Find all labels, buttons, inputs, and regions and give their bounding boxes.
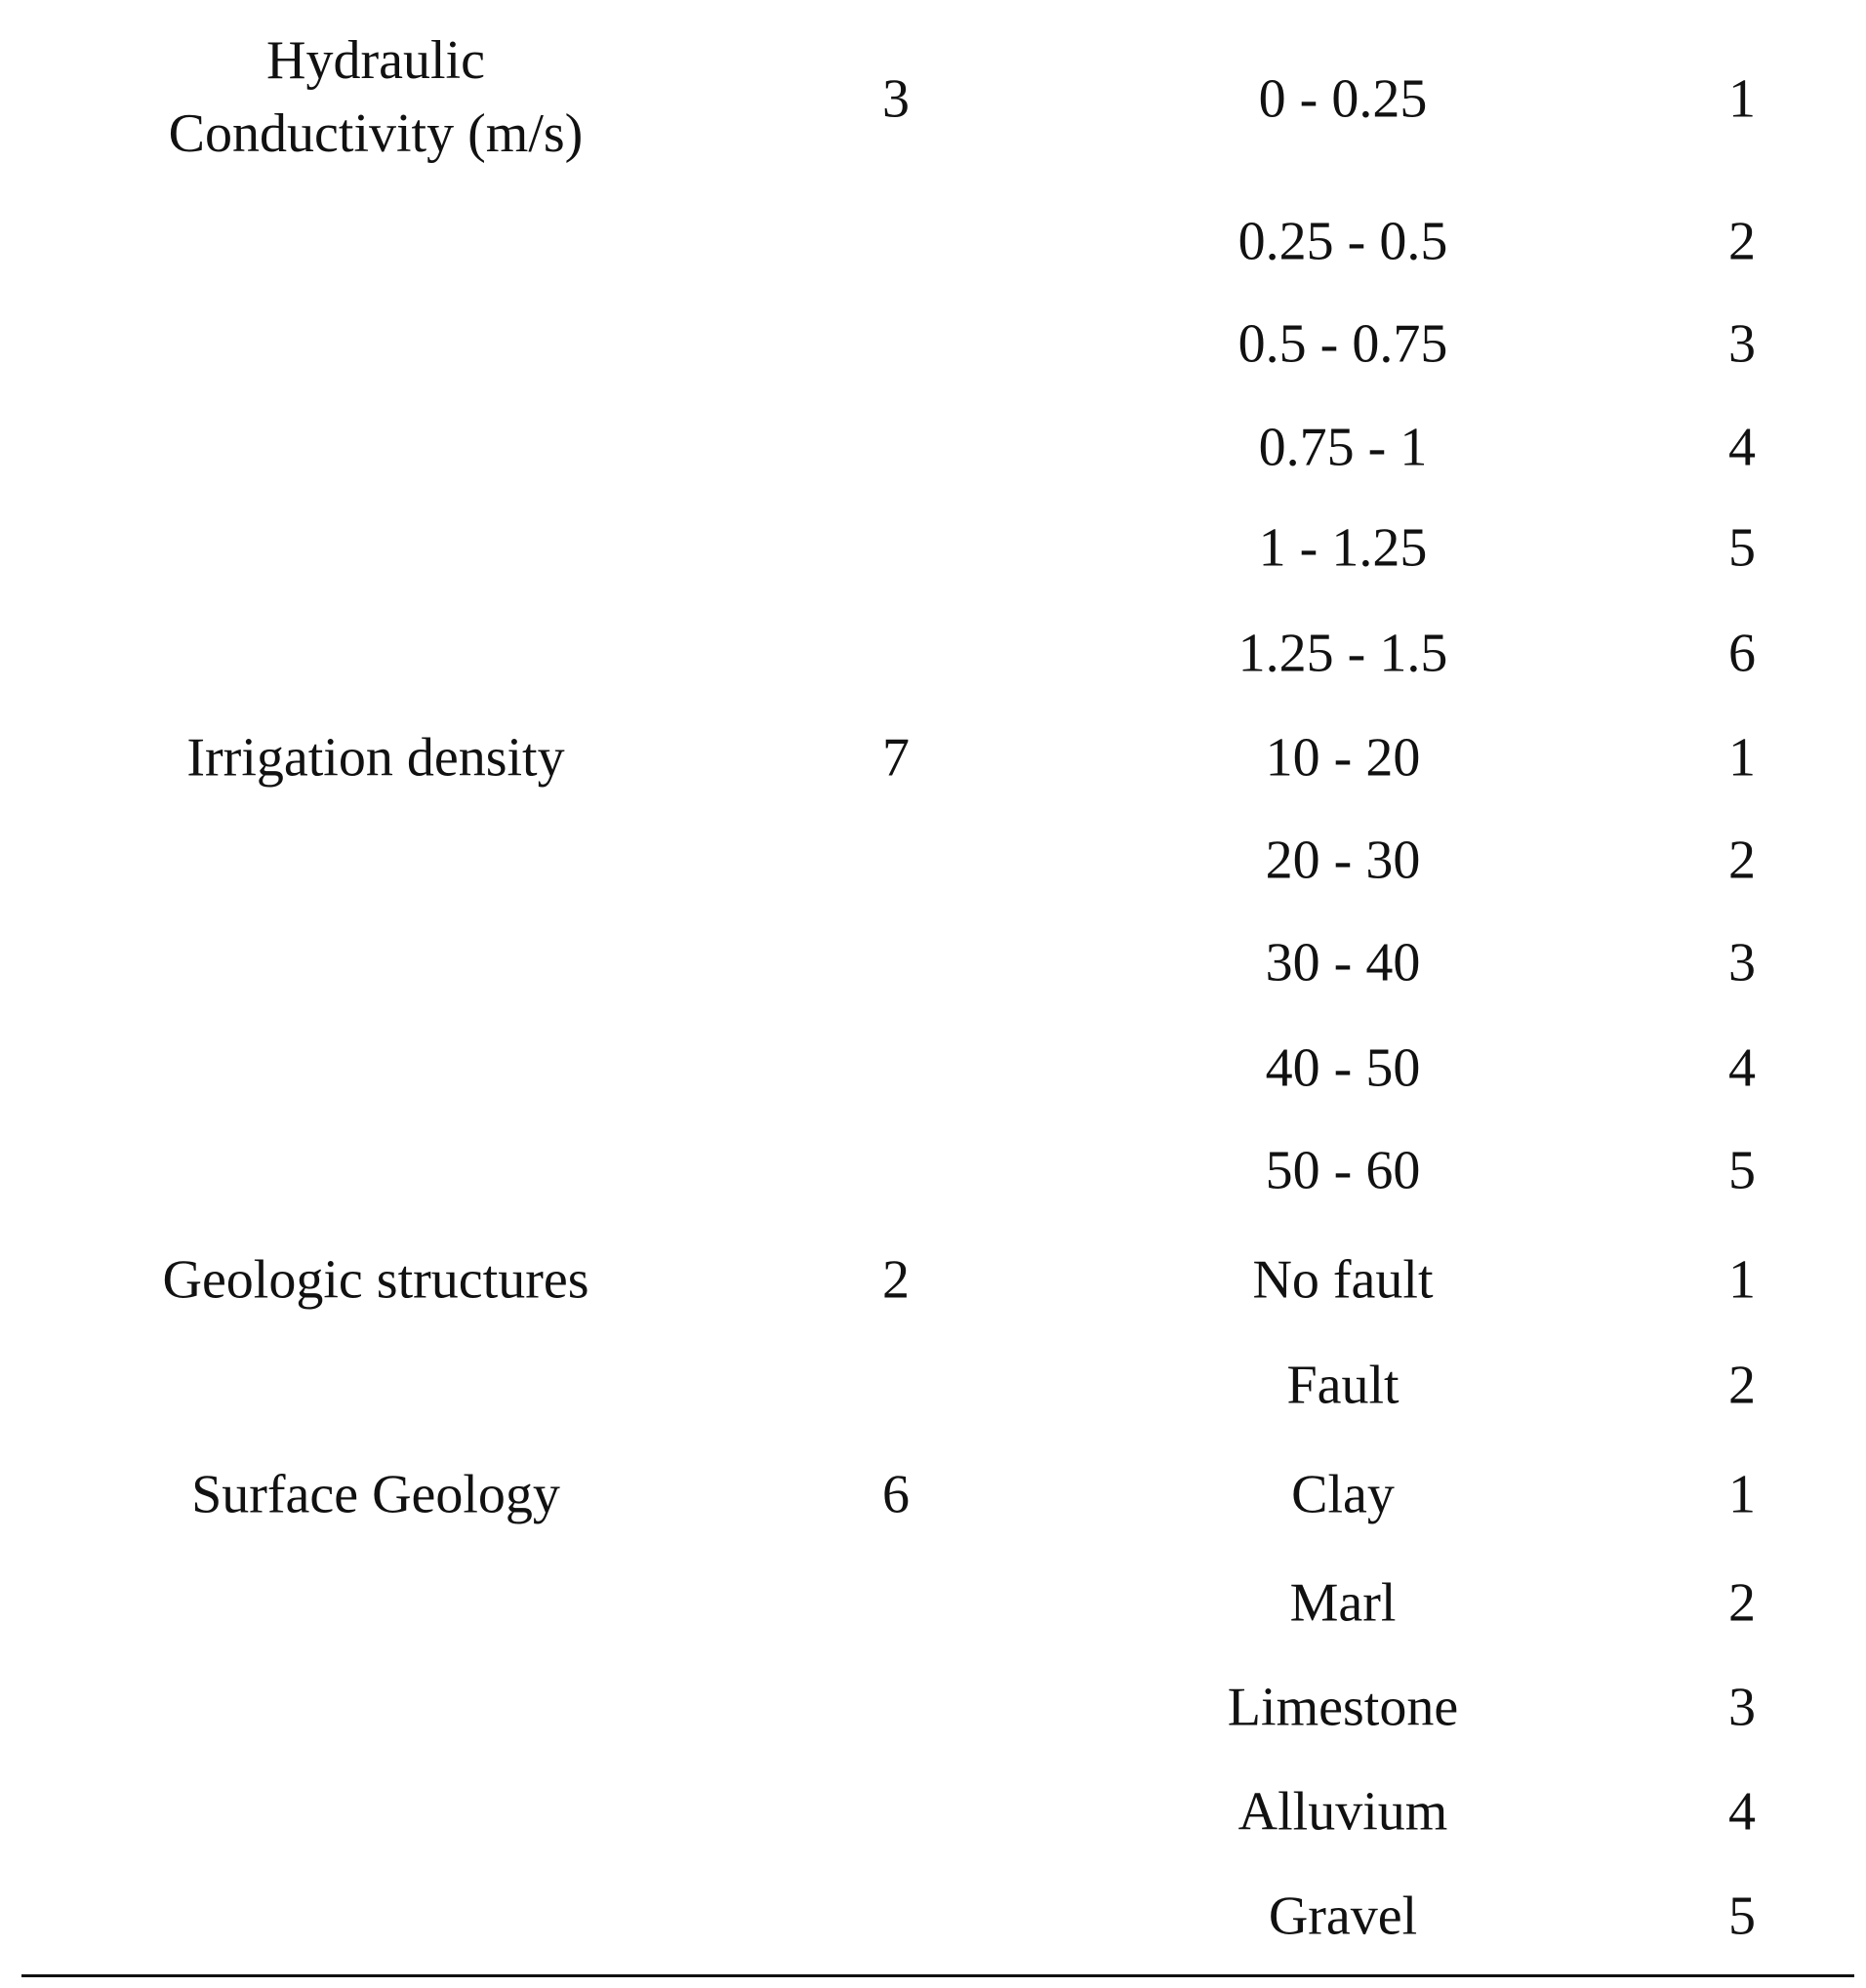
class-range-cell: Marl [1289, 1572, 1397, 1634]
rating-cell: 4 [1728, 417, 1756, 478]
rating-cell: 2 [1728, 1572, 1756, 1634]
class-range-cell: 50 - 60 [1265, 1140, 1421, 1201]
parameter-name-line: Hydraulic [266, 30, 485, 91]
class-range-cell: 10 - 20 [1265, 727, 1421, 789]
rating-cell: 5 [1728, 1140, 1756, 1201]
class-range-cell: 0 - 0.25 [1258, 68, 1428, 130]
class-range-cell: Fault [1286, 1355, 1400, 1416]
rating-cell: 3 [1728, 1677, 1756, 1738]
class-range-cell: No fault [1252, 1249, 1434, 1311]
rating-cell: 5 [1728, 1886, 1756, 1947]
rating-cell: 1 [1728, 1249, 1756, 1311]
rating-cell: 6 [1728, 623, 1756, 684]
class-range-cell: Alluvium [1237, 1781, 1448, 1843]
class-range-cell: Clay [1291, 1464, 1395, 1525]
class-range-cell: Gravel [1268, 1886, 1418, 1947]
rating-cell: 5 [1728, 517, 1756, 579]
class-range-cell: 40 - 50 [1265, 1037, 1421, 1099]
class-range-cell: 20 - 30 [1265, 830, 1421, 891]
rating-cell: 3 [1728, 932, 1756, 994]
weight-cell: 7 [882, 727, 910, 789]
class-range-cell: 1.25 - 1.5 [1237, 623, 1448, 684]
weight-cell: 2 [882, 1249, 910, 1311]
rating-cell: 4 [1728, 1037, 1756, 1099]
class-range-cell: 0.5 - 0.75 [1237, 313, 1448, 375]
rating-cell: 1 [1728, 68, 1756, 130]
table-bottom-rule [21, 1974, 1854, 1977]
weight-cell: 3 [882, 68, 910, 130]
class-range-cell: 0.25 - 0.5 [1237, 211, 1448, 272]
rating-cell: 2 [1728, 1355, 1756, 1416]
class-range-cell: 1 - 1.25 [1258, 517, 1428, 579]
rating-cell: 1 [1728, 727, 1756, 789]
parameter-cell: Geologic structures [162, 1249, 589, 1311]
rating-cell: 4 [1728, 1781, 1756, 1843]
class-range-cell: 0.75 - 1 [1258, 417, 1428, 478]
parameter-name-line: Conductivity (m/s) [168, 103, 584, 164]
rating-cell: 3 [1728, 313, 1756, 375]
rating-cell: 2 [1728, 211, 1756, 272]
parameter-cell [169, 24, 584, 171]
parameter-cell: Surface Geology [191, 1464, 560, 1525]
class-range-cell: Limestone [1227, 1677, 1459, 1738]
class-range-cell: 30 - 40 [1265, 932, 1421, 994]
weight-cell: 6 [882, 1464, 910, 1525]
parameter-cell: Irrigation density [186, 727, 565, 789]
rating-cell: 2 [1728, 830, 1756, 891]
rating-cell: 1 [1728, 1464, 1756, 1525]
